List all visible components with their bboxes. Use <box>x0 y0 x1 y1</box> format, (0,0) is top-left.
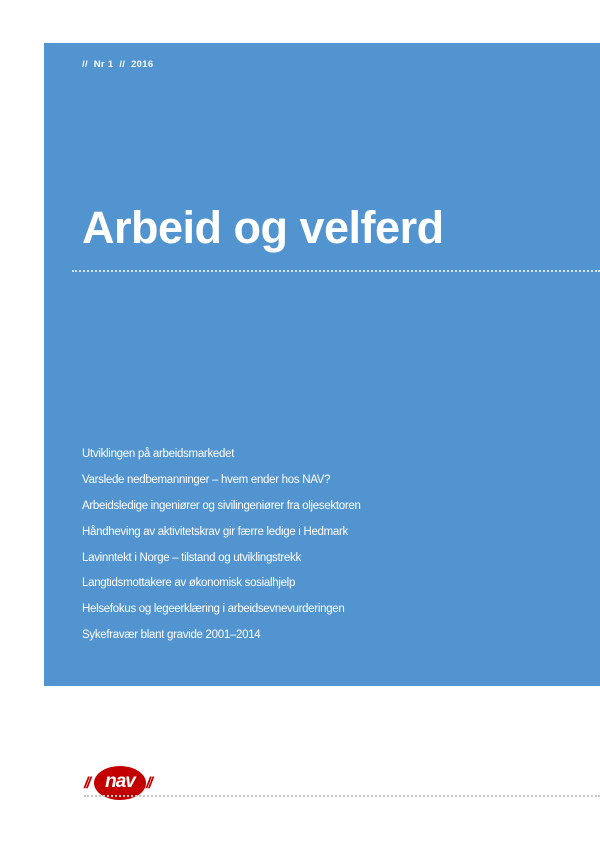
article-item: Helsefokus og legeerklæring i arbeidsevnevurderingen <box>82 603 345 616</box>
article-item: Langtidsmottakere av økonomisk sosialhjelp <box>82 577 296 590</box>
logo-slash-right: // <box>146 775 151 792</box>
article-item: Lavinntekt i Norge – tilstand og utviklingstrekk <box>82 551 301 564</box>
article-item: Utviklingen på arbeidsmarkedet <box>82 448 235 460</box>
article-item: Arbeidsledige ingeniører og sivilingeniører fra oljesektoren <box>82 499 361 512</box>
logo-slash-left: // <box>84 775 89 792</box>
cover-panel <box>44 43 600 686</box>
article-item: Varslede nedbemanninger – hvem ender hos NAV? <box>82 473 331 486</box>
issue-number: // Nr 1 // 2016 <box>82 59 154 70</box>
article-item: Håndheving av aktivitetskrav gir færre ledige i Hedmark <box>82 525 349 538</box>
article-list <box>82 448 361 655</box>
title-divider <box>72 270 600 272</box>
footer-divider <box>84 795 600 797</box>
publication-title: Arbeid og velferd <box>82 202 444 253</box>
logo-text: nav <box>105 771 135 792</box>
article-item: Sykefravær blant gravide 2001–2014 <box>82 629 261 642</box>
